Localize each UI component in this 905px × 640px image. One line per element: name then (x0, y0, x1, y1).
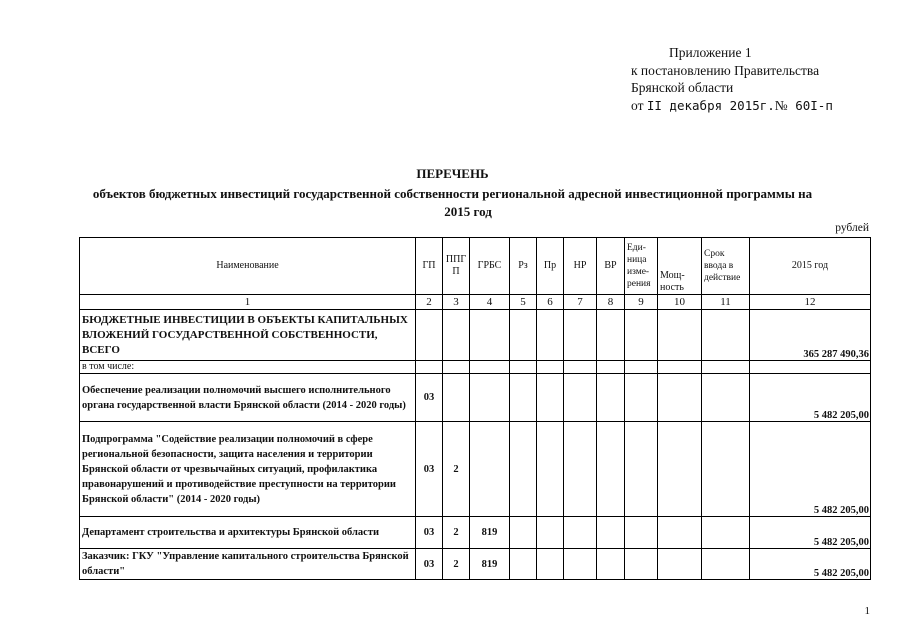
row-ppgp (443, 310, 470, 361)
investment-table (79, 237, 871, 580)
col-number: 4 (470, 295, 510, 310)
row-name: БЮДЖЕТНЫЕ ИНВЕСТИЦИИ В ОБЪЕКТЫ КАПИТАЛЬНЫХ ВЛОЖЕНИЙ ГОСУДАРСТВЕННОЙ СОБСТВЕННОСТИ, ВСЕГО (80, 310, 416, 361)
row-gp (416, 310, 443, 361)
row-amount (750, 361, 871, 374)
row-gp: 03 (416, 374, 443, 422)
col-header-rz: Рз (510, 238, 537, 295)
row-amount: 5 482 205,00 (750, 549, 871, 580)
document-title: ПЕРЕЧЕНЬ (416, 166, 489, 181)
col-header-power: Мощ- ность (658, 238, 702, 295)
appendix-resolution: к постановлению Правительства (631, 62, 820, 78)
table-row (80, 517, 871, 549)
row-gp: 03 (416, 517, 443, 549)
row-ppgp: 2 (443, 549, 470, 580)
document-subtitle-year: 2015 год (444, 204, 492, 219)
col-number: 10 (658, 295, 702, 310)
row-ppgp: 2 (443, 517, 470, 549)
row-grbs: 819 (470, 517, 510, 549)
row-ppgp (443, 374, 470, 422)
appendix-block (631, 44, 833, 114)
col-number: 1 (80, 295, 416, 310)
row-grbs (470, 310, 510, 361)
row-amount: 5 482 205,00 (750, 517, 871, 549)
col-number: 12 (750, 295, 871, 310)
col-header-name: Наименование (80, 238, 416, 295)
col-number: 2 (416, 295, 443, 310)
column-number-row (80, 295, 871, 310)
col-header-nr: НР (564, 238, 597, 295)
table-row (80, 549, 871, 580)
appendix-region: Брянской области (631, 80, 734, 95)
appendix-date-line (631, 97, 833, 115)
appendix-number: 60I-п (787, 97, 833, 113)
appendix-date: II декабря 2015г. (646, 97, 775, 113)
row-gp: 03 (416, 422, 443, 517)
row-amount: 5 482 205,00 (750, 374, 871, 422)
col-number: 3 (443, 295, 470, 310)
col-header-ppgp: ППГ П (443, 238, 470, 295)
row-name: Обеспечение реализации полномочий высшего исполнительного органа государственной власти Брянской области (2014 - 2020 годы) (80, 374, 416, 422)
row-name: Подпрограмма "Содействие реализации полномочий в сфере региональной безопасности, защита населения и территории Брянской области от чрезвычайных ситуаций, профилактика правонарушений и противодействие преступности на территории Брянской области" (2014 - 2020 годы) (80, 422, 416, 517)
col-number: 6 (537, 295, 564, 310)
appendix-number-sign: № (774, 97, 788, 113)
row-amount: 365 287 490,36 (750, 310, 871, 361)
col-header-vr: ВР (597, 238, 625, 295)
table-row (80, 361, 871, 374)
table-row (80, 310, 871, 361)
col-header-term: Срок ввода в действие (702, 238, 750, 295)
col-header-grbs: ГРБС (470, 238, 510, 295)
document-subtitle: объектов бюджетных инвестиций государственной собственности региональной адресной инвестиционной программы на (92, 186, 813, 201)
row-gp: 03 (416, 549, 443, 580)
row-grbs (470, 374, 510, 422)
col-number: 8 (597, 295, 625, 310)
row-grbs: 819 (470, 549, 510, 580)
table-row (80, 374, 871, 422)
row-name: Департамент строительства и архитектуры Брянской области (80, 517, 416, 549)
row-grbs (470, 422, 510, 517)
row-amount: 5 482 205,00 (750, 422, 871, 517)
table-row (80, 422, 871, 517)
col-number: 7 (564, 295, 597, 310)
appendix-date-prefix: от (631, 97, 647, 113)
col-header-unit: Еди- ница изме- рения (625, 238, 658, 295)
row-name: Заказчик: ГКУ "Управление капитального строительства Брянской области" (80, 549, 416, 580)
col-header-pr: Пр (537, 238, 564, 295)
col-header-gp: ГП (416, 238, 443, 295)
currency-unit: рублей (835, 222, 869, 234)
appendix-title: Приложение 1 (669, 45, 752, 60)
col-number: 5 (510, 295, 537, 310)
row-name: в том числе: (80, 361, 416, 374)
page-number: 1 (864, 605, 870, 617)
col-header-year: 2015 год (750, 238, 871, 295)
col-number: 11 (702, 295, 750, 310)
header-row (80, 238, 871, 295)
row-ppgp: 2 (443, 422, 470, 517)
col-number: 9 (625, 295, 658, 310)
